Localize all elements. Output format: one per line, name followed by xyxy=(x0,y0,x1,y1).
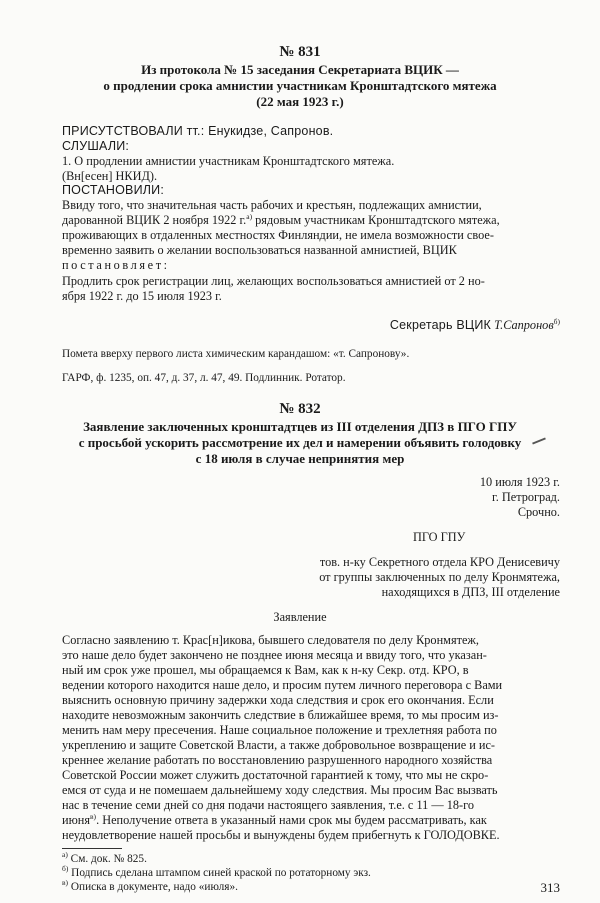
footnote: $^{б)}$ Подпись сделана штампом синей краской по ротаторному экз. xyxy=(62,864,371,879)
footnote-rule xyxy=(62,848,122,849)
body-line: нас в течение семи дней со дня подачи настоящего заявления, т.е. с 11 — 18-го xyxy=(62,798,475,812)
body-line: Советской России может служить достаточной гарантией к тому, что мы не скро- xyxy=(62,768,489,782)
signature: Секретарь ВЦИК Т.Сапронов$^{б)}$ xyxy=(389,316,560,332)
body-line: ведении которого находится наше дело, и просим путем личного переговора с Вами xyxy=(62,678,503,692)
body-line: находите невозможным закончить следствие в ближайшее время, то мы просим из- xyxy=(62,708,499,722)
resolution-line-1: Ввиду того, что значительная часть рабочих и крестьян, подлежащих амнистии, xyxy=(62,198,482,212)
resolution-line-3: проживающих в отдаленных местностях Финляндии, не имела возможности свое- xyxy=(62,228,494,242)
resolved-label: ПОСТАНОВИЛИ: xyxy=(62,183,165,197)
note-line: Помета вверху первого листа химическим карандашом: «т. Сапронову». xyxy=(62,348,410,360)
extend-line-2: ября 1922 г. до 15 июля 1923 г. xyxy=(62,289,222,303)
body-line: выяснить основную причину задержки хода следствия и срок его окончания. Если xyxy=(62,693,494,707)
doc832-heading-line-2: с просьбой ускорить рассмотрение их дел и намерении объявить голодовку xyxy=(78,435,522,450)
resolution-line-4: временно заявить о желании воспользоваться названной амнистией, ВЦИК xyxy=(62,243,457,257)
body-line: креннее желание работать по восстановлению разрушенного народного хозяйства xyxy=(62,753,493,767)
doc831-number: № 831 xyxy=(279,44,321,60)
doc831-heading-line-2: о продлении срока амнистии участникам Кронштадтского мятежа xyxy=(103,78,497,93)
archive-line: ГАРФ, ф. 1235, оп. 47, д. 37, л. 47, 49. Подлинник. Ротатор. xyxy=(62,372,346,384)
heard-item: 1. О продлении амнистии участникам Кронштадтского мятежа. xyxy=(62,154,395,168)
doc831-heading-line-3: (22 мая 1923 г.) xyxy=(256,94,344,109)
footnote: $^{а)}$ См. док. № 825. xyxy=(62,850,147,865)
footnote: $^{в)}$ Описка в документе, надо «июля». xyxy=(62,878,238,893)
body-line: ный им срок уже прошел, мы обращаемся к Вам, как к н-ку Секр. отд. КРО, в xyxy=(62,663,469,677)
extend-line-1: Продлить срок регистрации лиц, желающих воспользоваться амнистией от 2 но- xyxy=(62,274,485,288)
addressee-line-2: от группы заключенных по делу Кронмятежа, xyxy=(319,570,560,584)
statement-title: Заявление xyxy=(273,610,327,624)
decrees-line: постановляет: xyxy=(62,258,170,272)
addressee-line-1: тов. н-ку Секретного отдела КРО Денисевичу xyxy=(319,555,560,569)
urgent-line: Срочно. xyxy=(517,505,560,519)
doc832-number: № 832 xyxy=(279,401,321,417)
body-line: укреплению и защите Советской Власти, а также добровольное возвращение и ис- xyxy=(62,738,496,752)
doc832-heading-line-3: с 18 июля в случае непринятия мер xyxy=(195,451,405,466)
signature-name: Т.Сапронов xyxy=(494,318,554,332)
body-final-line: неудовлетворение нашей просьбы и вынуждены будем прибегнуть к ГОЛОДОВКЕ. xyxy=(62,828,500,842)
present-line: ПРИСУТСТВОВАЛИ тт.: Енукидзе, Сапронов. xyxy=(62,124,334,138)
footnote-ref-a: а) xyxy=(246,211,253,221)
footnote-ref-v: в) xyxy=(90,811,97,821)
footnote-ref-b: б) xyxy=(553,316,560,326)
date-line: 10 июля 1923 г. xyxy=(479,475,560,489)
addressee-org: ПГО ГПУ xyxy=(413,530,466,544)
addressee-line-3: находящихся в ДПЗ, III отделение xyxy=(381,585,560,599)
body-line: менить нам меру пресечения. Наше социальное положение и трехлетняя работа по xyxy=(62,723,497,737)
body-line: это наше дело будет закончено не позднее июня месяца и ввиду того, что указан- xyxy=(62,648,487,662)
page-number: 313 xyxy=(540,880,560,895)
body-line: Согласно заявлению т. Крас[н]икова, бывшего следователя по делу Кронмятеж, xyxy=(62,633,480,647)
doc832-heading-line-1: Заявление заключенных кронштадтцев из III отделения ДПЗ в ПГО ГПУ xyxy=(83,419,517,434)
body-line-with-ref: июня$^{в)}$. Неполучение ответа в указанный нами срок мы будем рассматривать, как xyxy=(62,811,487,827)
doc831-heading-line-1: Из протокола № 15 заседания Секретариата ВЦИК — xyxy=(141,62,459,77)
resolution-line-2: дарованной ВЦИК 2 ноября 1922 г.$^{а)}$ рядовым участникам Кронштадтского мятежа, xyxy=(62,211,500,227)
heard-source: (Вн[есен] НКИД). xyxy=(62,169,158,183)
heard-label: СЛУШАЛИ: xyxy=(62,139,130,153)
place-line: г. Петроград. xyxy=(492,490,560,504)
body-line: емся от суда и не помешаем дальнейшему ходу следствия. Мы просим Вас вызвать xyxy=(62,783,498,797)
